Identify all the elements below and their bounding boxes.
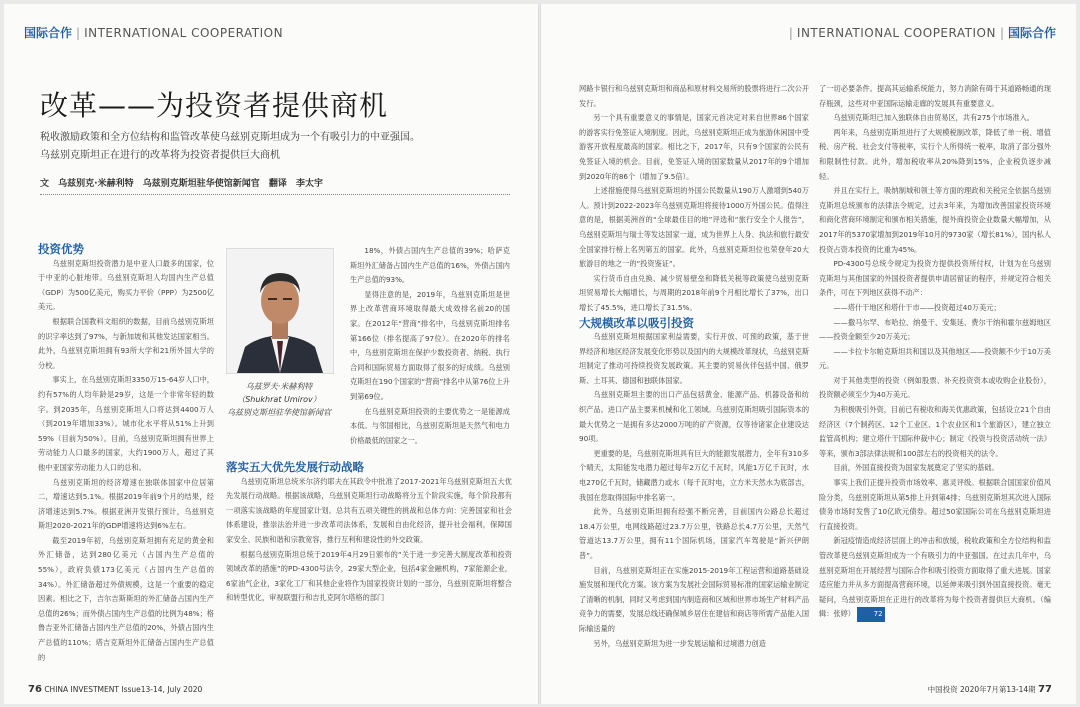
paragraph: 上述措施使得乌兹别克斯坦的外国公民数量从190万人激增到540万人。预计到2022-2023年乌兹别克斯坦将接待1000万外国公民。值得注意的是，根据美洲首的“全球最佳目的地”评选和“旅行安全个人报告”，乌兹别克斯坦与瑞士等发达国家一道，成为世界上人身、执法和旅行最安全国家排行榜上名列第五的国家。此外，乌兹别克斯坦位也荣登年20大旅游目的地之一的“投资鉴证”。 xyxy=(579,186,809,269)
paragraph: 此外，乌兹别克斯坦拥有经强不断完善，目前国内公路总长超过18.4万公里，电网线路超过23.7万公里，铁路总长4.7万公里，天然气管道达13.7万公里，拥有11个国际机场，国家汽车驾驶是“新兴伊朗普”。 xyxy=(579,507,809,560)
end-mark-badge: 72 xyxy=(857,607,884,622)
author-org: 乌兹别克斯坦驻华使馆新闻官 xyxy=(142,179,260,189)
left-column-2-bottom xyxy=(226,460,512,678)
right-header: | INTERNATIONAL COOPERATION | 国际合作 xyxy=(788,26,1056,40)
paragraph: ——撒马尔罕、布哈拉、纳曼干、安集延、费尔干纳和霍尔兹姆地区——投资金额至少20万美元； xyxy=(819,317,1051,342)
paragraph: 两年来，乌兹别克斯坦进行了大规模税制改革，降低了单一税、增值税、房产税、社会支付等税率，实行个人所得统一税率，取消了部分强外和限制性付款。此外，增加税收率从20%降到15%，企业税负逐步减轻。 xyxy=(819,127,1051,181)
header-section-en: INTERNATIONAL COOPERATION xyxy=(796,26,996,40)
paragraph: 另一个具有重要意义的事情是，国家元首决定对来自世界86个国家的游客实行免签证入境制度。因此，乌兹别克斯坦正成为旅游休闲国中受游客开放程度最高的国家。相比之下，2017年，只有9个国家的公民有免签证入境的机会。目前，免签证入境的国家数量从2017年的9个增加到2020年的86个（增加了9.5倍）。 xyxy=(579,113,809,181)
paragraph: 乌兹别克斯坦的经济增速在独联体国家中位居第二，增速达到5.1%。根据2019年前9个月的结果，经济增速达到5.7%。根据亚洲开发银行预计，乌兹别克斯坦2020-2021年的GDP增速将达到6%左右。 xyxy=(38,477,214,531)
right-column-1 xyxy=(579,82,809,678)
lead-line-1: 税收激励政策和全方位结构和监管改革使乌兹别克斯坦成为一个有吸引力的中亚强国。 xyxy=(40,132,420,143)
left-header: 国际合作 | INTERNATIONAL COOPERATION xyxy=(24,26,284,40)
magazine-name: 中国投资 xyxy=(927,685,958,694)
paragraph: ——塔什干地区和塔什干市——投资超过40万美元； xyxy=(833,302,1001,312)
paragraph: 在乌兹别克斯坦投资的主要优势之一是能源成本低。与邻国相比，乌兹别克斯坦是天然气和电力价格最低的国家之一。 xyxy=(350,406,510,445)
paragraph: 目前，外国直接投资为国家发展奠定了坚实的基础。 xyxy=(833,463,999,473)
closing-paragraph: 新冠疫情造成经济层面上的冲击和放缓，税收政策和全方位结构和监管改革使乌兹别克斯坦成为一个有吸引力的中亚强国。在过去几年中，乌兹别克斯坦在开展经营与国际合作和吸引投资方面取得了重大进展。国家适应能力并从多方面提高营商环境，以延伸来吸引到外国直接投资。毫无疑问，乌兹别克斯坦在正进行的改革将为每个投资者提供巨大商机。（编辑：张婷） xyxy=(819,536,1051,619)
right-column-2 xyxy=(819,82,1051,678)
right-footer xyxy=(928,684,1052,695)
paragraph: 根据乌兹别克斯坦总统于2019年4月29日颁布的“关于进一步完善大制度改革和投资领域改革的措施”的PD-4300号法令，29家大型企业，包括4家金融机构，7家能源企业，6家油气企业，3家化工厂和其他企业将作为国家投资计划的一部分，乌兹别克斯坦将整合和转型优化，审视联盟行和吉扎克阿尔塔格的部门 xyxy=(226,549,512,603)
paragraph: 事实上我们正提升投资市场效率、惠灵评级。根据联合国国家价值风险分类，乌兹别克斯坦从第5排上升到第4排；乌兹别克斯坦其次进入国际债务市场时发售了10亿欧元债券。超过50家国际公司在乌兹别克斯坦进行直接投资。 xyxy=(819,478,1051,531)
section-heading-advantages: 投资优势 xyxy=(38,242,84,256)
paragraph: 乌兹别克斯坦根据国家利益需要，实行开放、可预的政策，基于世界经济和地区经济发展变化形势以及国内的大规模改革现状，乌兹别克斯坦制定了推动可持续投资发展政策。其主要的贸易伙伴包括中国、俄罗斯、土耳其、德国和独联体国家。 xyxy=(579,332,809,385)
divider xyxy=(40,194,510,195)
left-footer xyxy=(28,684,202,695)
paragraph: 乌兹别克斯坦已加入独联体自由贸易区，共有275个市场准入。 xyxy=(833,113,1034,123)
caption-role: 乌兹别克斯坦驻华使馆新闻官 xyxy=(227,408,331,417)
left-column-1 xyxy=(38,242,214,678)
paragraph: 了一切必要条件。提高其运输系统能力，努力消除有碍于其道路畅通的现存瓶颈，这些对中亚国际运输走廊的发展具有重要意义。 xyxy=(819,84,1051,108)
paragraph: 截至2019年初，乌兹别克斯坦拥有充足的黄金和外汇储备，达到280亿美元（占国内生产总值的55%），政府负债173亿美元（占国内生产总值的34%）。外汇储备超过外债规模，这是一个重要的稳定因素。相比之下，吉尔吉斯斯坦的外汇储备占国内生产总值的26%；而外债占国内生产总值的比例为48%；格鲁吉亚外汇储备占国内生产总值的20%，外债占国内生产总值的110%；塔吉克斯坦外汇储备占国内生产总值的 xyxy=(38,535,214,662)
author-line xyxy=(40,176,510,189)
paragraph: 乌兹别克斯坦主要的出口产品包括黄金、能源产品、机器设备和纺织产品。进口产品主要来机械和化工领域。乌兹别克斯坦吸引国际资本的最大优势之一是拥有多达2000万吨的矿产资源，仅等待诸家企业建设达90项。 xyxy=(579,390,809,444)
right-page xyxy=(541,4,1076,704)
magazine-name: CHINA INVESTMENT xyxy=(44,685,119,694)
paragraph: 为积极吸引外资，目前已有税收和海关优惠政策，包括设立21个自由经济区（7个制药区、12个工业区、1个农业区和1个旅游区），建立独立监管高机构；建立塔什干国际仲裁中心；制定《投资与投资活动统一法》等来，颁布3部法律法规和100部左右的投资相关的法令。 xyxy=(819,405,1051,458)
left-page xyxy=(4,4,538,704)
portrait-photo xyxy=(226,248,334,374)
paragraph: 实行货币自由兑换、减少贸易壁垒和降低关税等政策使乌兹别克斯坦贸易增长大幅增长，与周期的2018年前9个月相比增长了37%，出口增长了45.5%，进口增长了31.5%。 xyxy=(579,273,809,312)
caption-name: 乌兹罗夫·米赫利特 xyxy=(245,382,313,391)
paragraph: 并且在实行上，吸纳制城和领土等方面的理政和关税完全依据乌兹别克斯坦总统颁布的法律法令规定，过去3年来，为增加改善国家投资环境和商化营商环境制定和颁布相关措施，提外商投资企业数量大幅增加，从2017年的5370家增加到2019年10月的9730家（增长81%），国内私人投资占资本投资的比重为45%。 xyxy=(819,186,1051,254)
paragraph xyxy=(819,534,1051,622)
paragraph: 网路卡银行和乌兹别克斯坦和商品和原材料交易所的股票将进行二次公开发行。 xyxy=(579,84,809,108)
header-section-cn: 国际合作 xyxy=(24,26,73,40)
article-title: 改革——为投资者提供商机 xyxy=(40,89,389,122)
portrait-icon xyxy=(227,249,333,373)
left-column-2-top xyxy=(350,244,510,450)
header-section-en: INTERNATIONAL COOPERATION xyxy=(84,26,284,40)
paragraph: 显得注意的是，2019年，乌兹别克斯坦是世界上改革营商环境取得最大成效排名前20的国家。在2012年“营商”排名中，乌兹别克斯坦排名第166位（排名提高了97位）。在2020年的排名中，乌兹别克斯坦在保护少数投资者、纳税、执行合同和国际贸易方面取得了很多的好成绩。乌兹别克斯坦在190个国家的“营商”排名中从第76位上升到第69位。 xyxy=(350,289,510,401)
issue-info: 2020年7月第13-14期 xyxy=(960,685,1036,694)
translator-name: 李太宇 xyxy=(296,179,324,189)
page-number: 76 xyxy=(28,684,42,695)
paragraph: 另外，乌兹别克斯坦为进一步发展运输和过境潜力创造 xyxy=(593,638,766,648)
paragraph: 乌兹别克斯坦投资潜力是中亚人口最多的国家，位于中亚的心脏地带。乌兹别克斯坦人均国内生产总值（GDP）为500亿美元，购买力平价（PPP）为2500亿美元。 xyxy=(38,258,214,312)
paragraph: 更重要的是，乌兹别克斯坦具有巨大的能源发展潜力，全年有310多个晴天，太阳能发电潜力超过每年2万亿千瓦时，风能1万亿千瓦时，水电270亿千瓦时，储藏潜力或水（每千瓦时电，立方米天然水为底部吉，我国在您取得国际中排名第一。 xyxy=(579,448,809,502)
article-lead xyxy=(40,129,510,165)
issue-info: Issue13-14, July 2020 xyxy=(121,685,203,694)
author-wen: 文 xyxy=(40,179,50,189)
section-heading-strategy: 落实五大优先发展行动战略 xyxy=(226,460,364,474)
section-heading-reform: 大规模改革以吸引投资 xyxy=(579,315,694,330)
paragraph: 事实上，在乌兹别克斯坦3350万15-64岁人口中，约有57%的人均年龄是29岁，这是一个非常年轻的数字。到2035年，乌兹别克斯坦人口将达到4400万人（到2019年增加33%）。城市化水平将从51%上升到59%（目前为50%）。目前，乌兹别克斯坦拥有世界上劳动能力人口最多的国家，大约1900万人，超过了其他中亚国家劳动能力人口的总和。 xyxy=(38,375,214,472)
paragraph: 乌兹别克斯坦总统米尔济约耶夫在其政令中批准了2017-2021年乌兹别克斯坦五大优先发展行动战略。根据该战略，乌兹别克斯坦行动战略将分五个阶段实施，每个阶段都有一项落实该战略的年度国家计划。总共有五项关键性的挑战和总体方向：完善国家和社会体系建设，推崇法治并进一步改革司法体系，发展和自由化经济，提升社会福利，保障国家安全、民族和谐和宗教宽容，推行互利和建设性的外交政策。 xyxy=(226,476,512,544)
paragraph: 对于其他类型的投资（例如股票、补充投资资本或收购企业股份），投资额必须至少为40万美元。 xyxy=(819,375,1051,400)
paragraph: PD-4300号总统令规定为投资方提供投资所付权，计划为在乌兹别克斯坦与其他国家的外国投资者提供申请居留证的程序，并规定符合相关条件，可在下列地区获得不动产： xyxy=(819,259,1051,298)
caption-en: （Shukhrat Umirov） xyxy=(237,395,321,404)
paragraph: 18%，外债占国内生产总值的39%；哈萨克斯坦外汇储备占国内生产总值的16%，外债占国内生产总值的93%。 xyxy=(350,246,510,285)
paragraph: 目前，乌兹别克斯坦正在实施2015-2019年工程运营和道路基础设施发展和现代化方案。该方案为发展社会国际贸易标准的国家运输业制定了清晰的机制，同时又考虑到国内制造商和区域和世界市场生产材料产品竞争力的需要，发展总线还确保城乡居住在建信和商店等所需产品能入国际输送量的 xyxy=(579,565,809,633)
page-number: 77 xyxy=(1038,684,1052,695)
translator-label: 翻译 xyxy=(268,179,287,189)
author-name: 乌兹别克·米赫利特 xyxy=(58,179,134,189)
lead-line-2: 乌兹别克斯坦正在进行的改革将为投资者提供巨大商机 xyxy=(40,150,280,161)
photo-caption xyxy=(219,380,339,419)
paragraph: 根据联合国教科文组织的数据，目前乌兹别克斯坦的识字率达到了97%，与新加坡和其他发达国家相当。此外，乌兹别克斯坦拥有93所大学和21所外国大学的分校。 xyxy=(38,316,214,370)
header-section-cn: 国际合作 xyxy=(1007,26,1056,40)
paragraph: ——卡拉卡尔帕克斯坦共和国以及其他地区——投资额不少于10万美元。 xyxy=(819,346,1051,371)
